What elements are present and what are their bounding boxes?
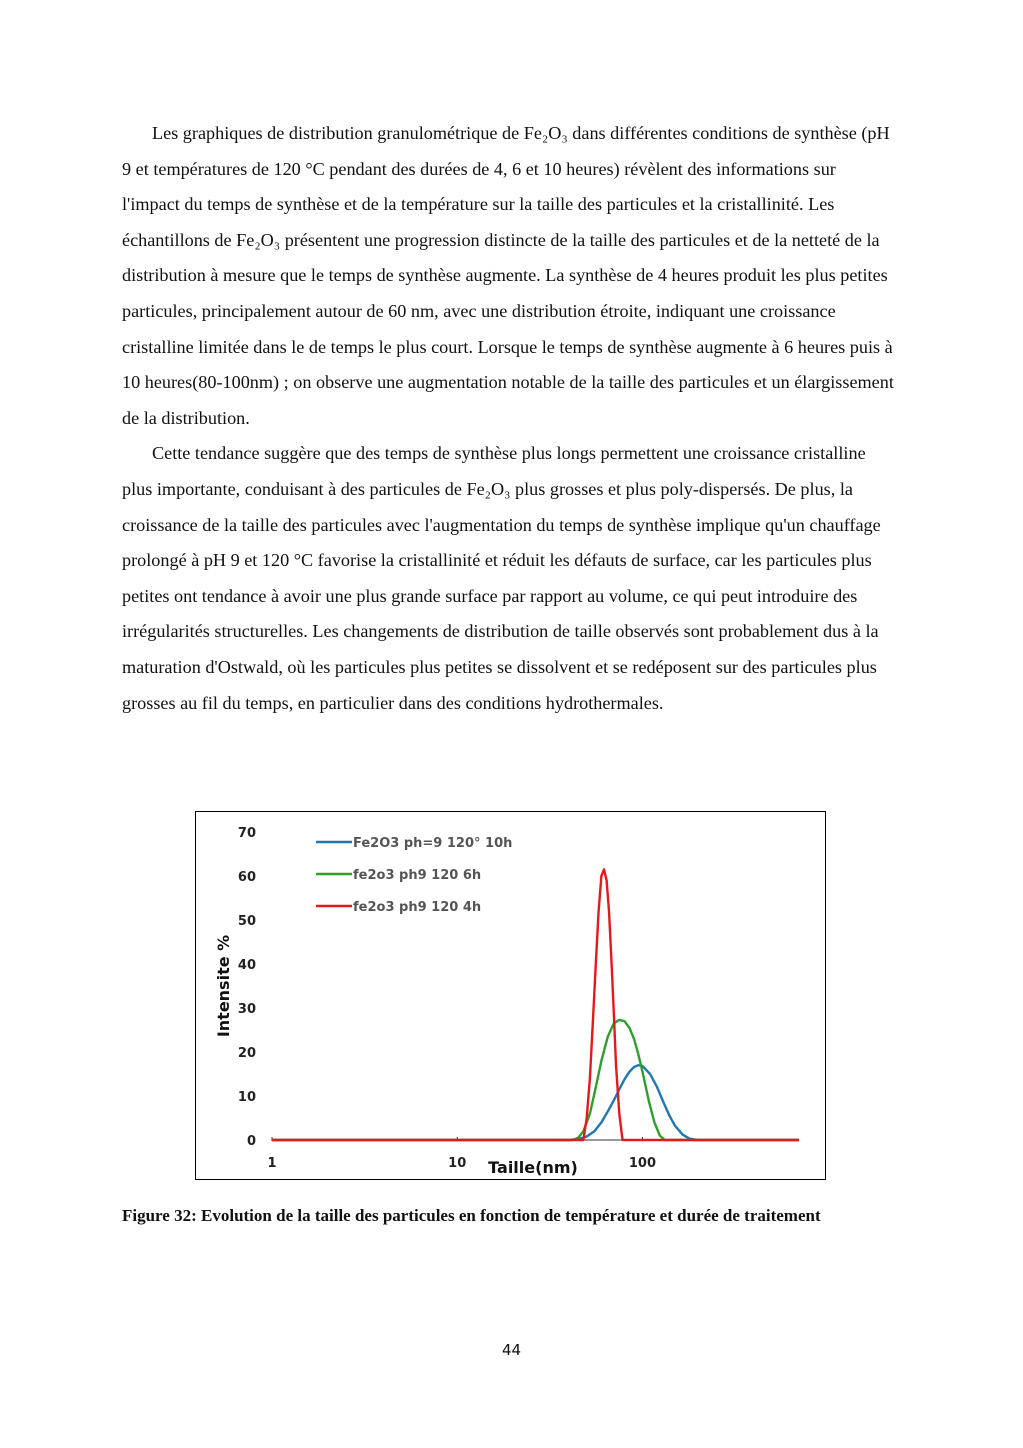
series-line-2 <box>272 1020 799 1140</box>
y-axis-label: Intensite % <box>214 934 233 1038</box>
series-line-1 <box>272 1065 799 1140</box>
x-tick-label: 100 <box>628 1156 657 1171</box>
y-tick-label: 40 <box>237 958 256 973</box>
y-tick-label: 30 <box>237 1002 256 1017</box>
paragraph-2: Cette tendance suggère que des temps de synthèse plus longs permettent une croissance cristalline plus importante, conduisant à des particules de Fe₂O₃ plus grosses et plus poly-dispersés. De plus, la croissance de la taille des particules avec l'augmentation du temps de synthèse implique qu'un chauffage prolongé à pH 9 et 120 °C favorise la cristallinité et réduit les défauts de surface, car les particules plus petites ont tendance à avoir une plus grande surface par rapport au volume, ce qui peut introduire des irrégularités structurelles. Les changements de distribution de taille observés sont probablement dus à la maturation d'Ostwald, où les particules plus petites se dissolvent et se redéposent sur des particules plus grosses au fil du temps, en particulier dans des conditions hydrothermales. <box>122 443 881 713</box>
particle-size-chart <box>196 812 827 1181</box>
y-tick-label: 10 <box>237 1090 256 1105</box>
figure-caption: Figure 32: Evolution de la taille des particules en fonction de température et durée de traitement <box>122 1206 821 1225</box>
legend-label-3: fe2o3 ph9 120 4h <box>353 900 482 915</box>
y-tick-label: 60 <box>237 870 256 885</box>
legend-label-1: Fe2O3 ph=9 120° 10h <box>353 836 513 851</box>
x-axis-label: Taille(nm) <box>488 1158 578 1177</box>
y-tick-label: 0 <box>246 1134 256 1149</box>
page-number: 44 <box>501 1341 522 1359</box>
series-line-3 <box>272 869 799 1140</box>
x-tick-label: 10 <box>448 1156 467 1171</box>
y-tick-label: 70 <box>237 826 256 841</box>
chart-figure <box>195 811 826 1180</box>
paragraph-1: Les graphiques de distribution granulométrique de Fe₂O₃ dans différentes conditions de synthèse (pH 9 et températures de 120 °C pendant des durées de 4, 6 et 10 heures) révèlent des informations sur l'impact du temps de synthèse et de la température sur la taille des particules et la cristallinité. Les échantillons de Fe₂O₃ présentent une progression distincte de la taille des particules et de la netteté de la distribution à mesure que le temps de synthèse augmente. La synthèse de 4 heures produit les plus petites particules, principalement autour de 60 nm, avec une distribution étroite, indiquant une croissance cristalline limitée dans le de temps le plus court. Lorsque le temps de synthèse augmente à 6 heures puis à 10 heures(80-100nm) ; on observe une augmentation notable de la taille des particules et un élargissement de la distribution. <box>122 123 894 428</box>
body-text <box>122 116 894 721</box>
y-tick-label: 50 <box>237 914 256 929</box>
y-tick-label: 20 <box>237 1046 256 1061</box>
x-tick-label: 1 <box>267 1156 277 1171</box>
legend-label-2: fe2o3 ph9 120 6h <box>353 868 482 883</box>
